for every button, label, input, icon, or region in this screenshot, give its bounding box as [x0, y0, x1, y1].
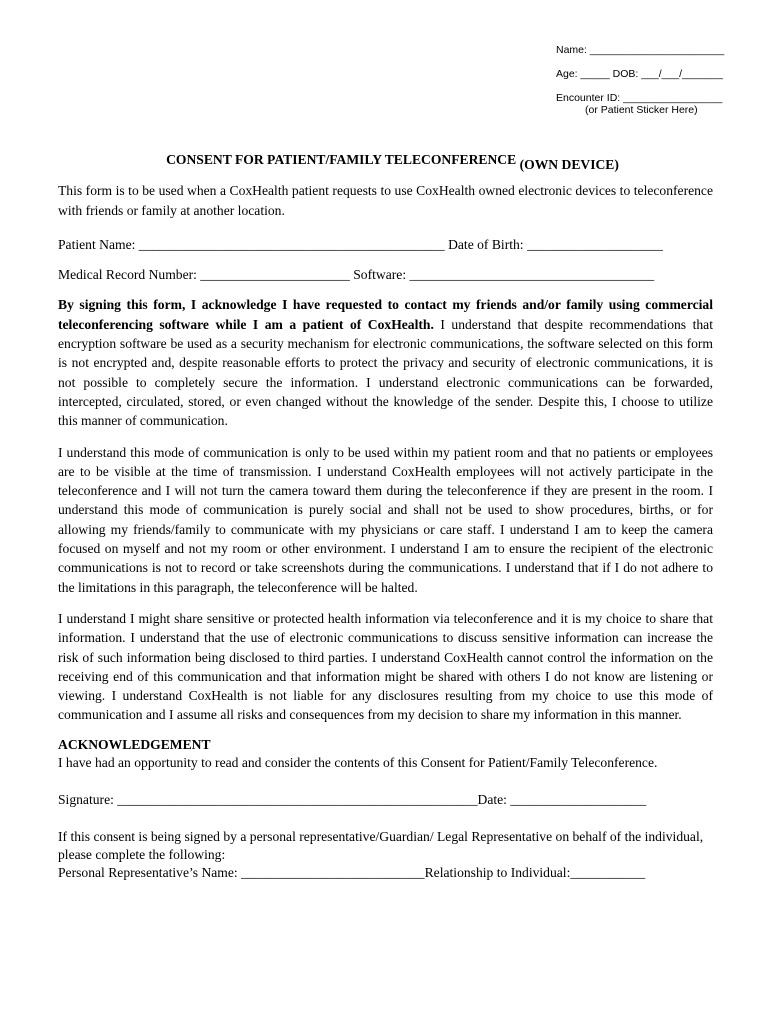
mrn-row	[58, 265, 713, 284]
intro-paragraph: This form is to be used when a CoxHealth patient requests to use CoxHealth owned electronic devices to teleconference with friends or family at another location.	[58, 183, 713, 218]
paragraph-acknowledge-bold: By signing this form, I acknowledge I have requested to contact my friends and/or family using commercial teleconferencing software while I am a patient of CoxHealth.	[58, 297, 713, 332]
consent-document	[58, 150, 713, 882]
title-main: CONSENT FOR PATIENT/FAMILY TELECONFERENCE	[166, 152, 517, 167]
paragraph-acknowledge-risk	[58, 295, 713, 430]
representative-section	[58, 828, 713, 882]
representative-instructions: If this consent is being signed by a personal representative/Guardian/ Legal Representative on behalf of the individual, please complete the following:	[58, 829, 704, 863]
dob-field[interactable]: Date of Birth: ____________________	[448, 236, 663, 252]
signature-field[interactable]: Signature: _____________________________________________________	[58, 791, 478, 807]
paragraph-acknowledge-rest: I understand that despite recommendations that encryption software be used as a security mechanism for electronic communications, the software selected on this form is not encrypted and, despite reasonable efforts to protect the privacy and security of electronic communications, it is not possible to completely secure the information. I understand electronic communications can be forwarded, intercepted, circulated, stored, or even changed without the knowledge of the sender. Despite this, I choose to utilize this manner of communication.	[58, 316, 713, 429]
paragraph-usage-limits: I understand this mode of communication is only to be used within my patient room and that no patients or employees are to be visible at the time of transmission. I understand CoxHealth employees will not actively participate in the teleconference and I will not turn the camera toward them during the teleconference if they are present in the room. I understand this mode of communication is purely social and shall not be used to show procedures, births, or for allowing my friends/family to communicate with my physicians or care staff. I understand I am to keep the camera focused on myself and not my room or other environment. I understand I am to ensure the recipient of the electronic communications is not to record or take screenshots during the communications. I understand that if I do not adhere to the limitations in this paragraph, the teleconference will be halted.	[58, 444, 713, 595]
signature-date-field[interactable]: Date: ____________________	[477, 791, 647, 807]
representative-name-field[interactable]: Personal Representative’s Name: ___________________________	[58, 865, 425, 881]
sticker-name-field[interactable]: Name: _______________________	[556, 44, 725, 56]
sticker-encounter-field[interactable]: Encounter ID: _________________	[556, 92, 723, 104]
patient-sticker-area	[556, 44, 746, 116]
sticker-age-dob-field[interactable]: Age: _____ DOB: ___/___/_______	[556, 68, 723, 80]
patient-name-field[interactable]: Patient Name: _____________________________________________	[58, 236, 445, 252]
sticker-note: (or Patient Sticker Here)	[585, 104, 698, 116]
representative-row	[58, 864, 713, 882]
signature-row	[58, 790, 713, 809]
mrn-field[interactable]: Medical Record Number: ______________________	[58, 267, 350, 283]
relationship-field[interactable]: Relationship to Individual:___________	[424, 865, 646, 881]
software-field[interactable]: Software: ____________________________________	[353, 267, 655, 283]
acknowledgement-heading: ACKNOWLEDGEMENT	[58, 736, 211, 752]
page-title	[58, 150, 713, 172]
acknowledgement-text: I have had an opportunity to read and consider the contents of this Consent for Patient/Family Teleconference.	[58, 754, 658, 770]
paragraph-phi-disclosure: I understand I might share sensitive or protected health information via teleconference and it is my choice to share that information. I understand that the use of electronic communications to discuss sensitive information can increase the risk of such information being disclosed to third parties. I understand CoxHealth cannot control the information on the receiving end of this communication and that information might be shared with others I do not know are listening or viewing. I understand CoxHealth is not liable for any disclosures resulting from my choice to use this mode of communication and I assume all risks and consequences from my decision to share my information in this manner.	[58, 610, 713, 723]
patient-name-row	[58, 235, 713, 254]
title-sub: (OWN DEVICE)	[519, 157, 619, 172]
